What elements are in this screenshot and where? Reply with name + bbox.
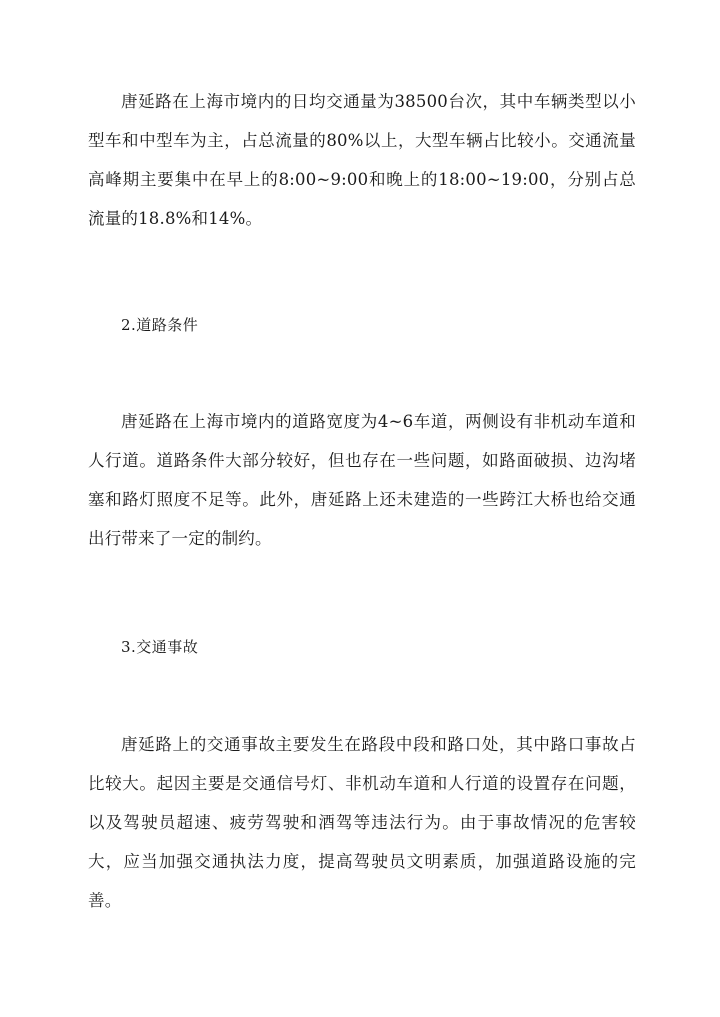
road-conditions-paragraph: 唐延路在上海市境内的道路宽度为4~6车道，两侧设有非机动车道和人行道。道路条件大部分较好，但也存在一些问题，如路面破损、边沟堵塞和路灯照度不足等。此外，唐延路上还未建造的一些跨江大桥也给交通出行带来了一定的制约。	[88, 412, 636, 548]
traffic-accidents-paragraph: 唐延路上的交通事故主要发生在路段中段和路口处，其中路口事故占比较大。起因主要是交通信号灯、非机动车道和人行道的设置存在问题，以及驾驶员超速、疲劳驾驶和酒驾等违法行为。由于事故情况的危害较大，应当加强交通执法力度，提高驾驶员文明素质，加强道路设施的完善。	[88, 735, 636, 910]
traffic-volume-paragraph: 唐延路在上海市境内的日均交通量为38500台次，其中车辆类型以小型车和中型车为主，占总流量的80%以上，大型车辆占比较小。交通流量高峰期主要集中在早上的8:00~9:00和晚上的18:00~19:00，分别占总流量的18.8%和14%。	[88, 92, 636, 228]
road-conditions-heading: 2.道路条件	[121, 316, 199, 334]
traffic-accidents-heading: 3.交通事故	[121, 638, 199, 656]
